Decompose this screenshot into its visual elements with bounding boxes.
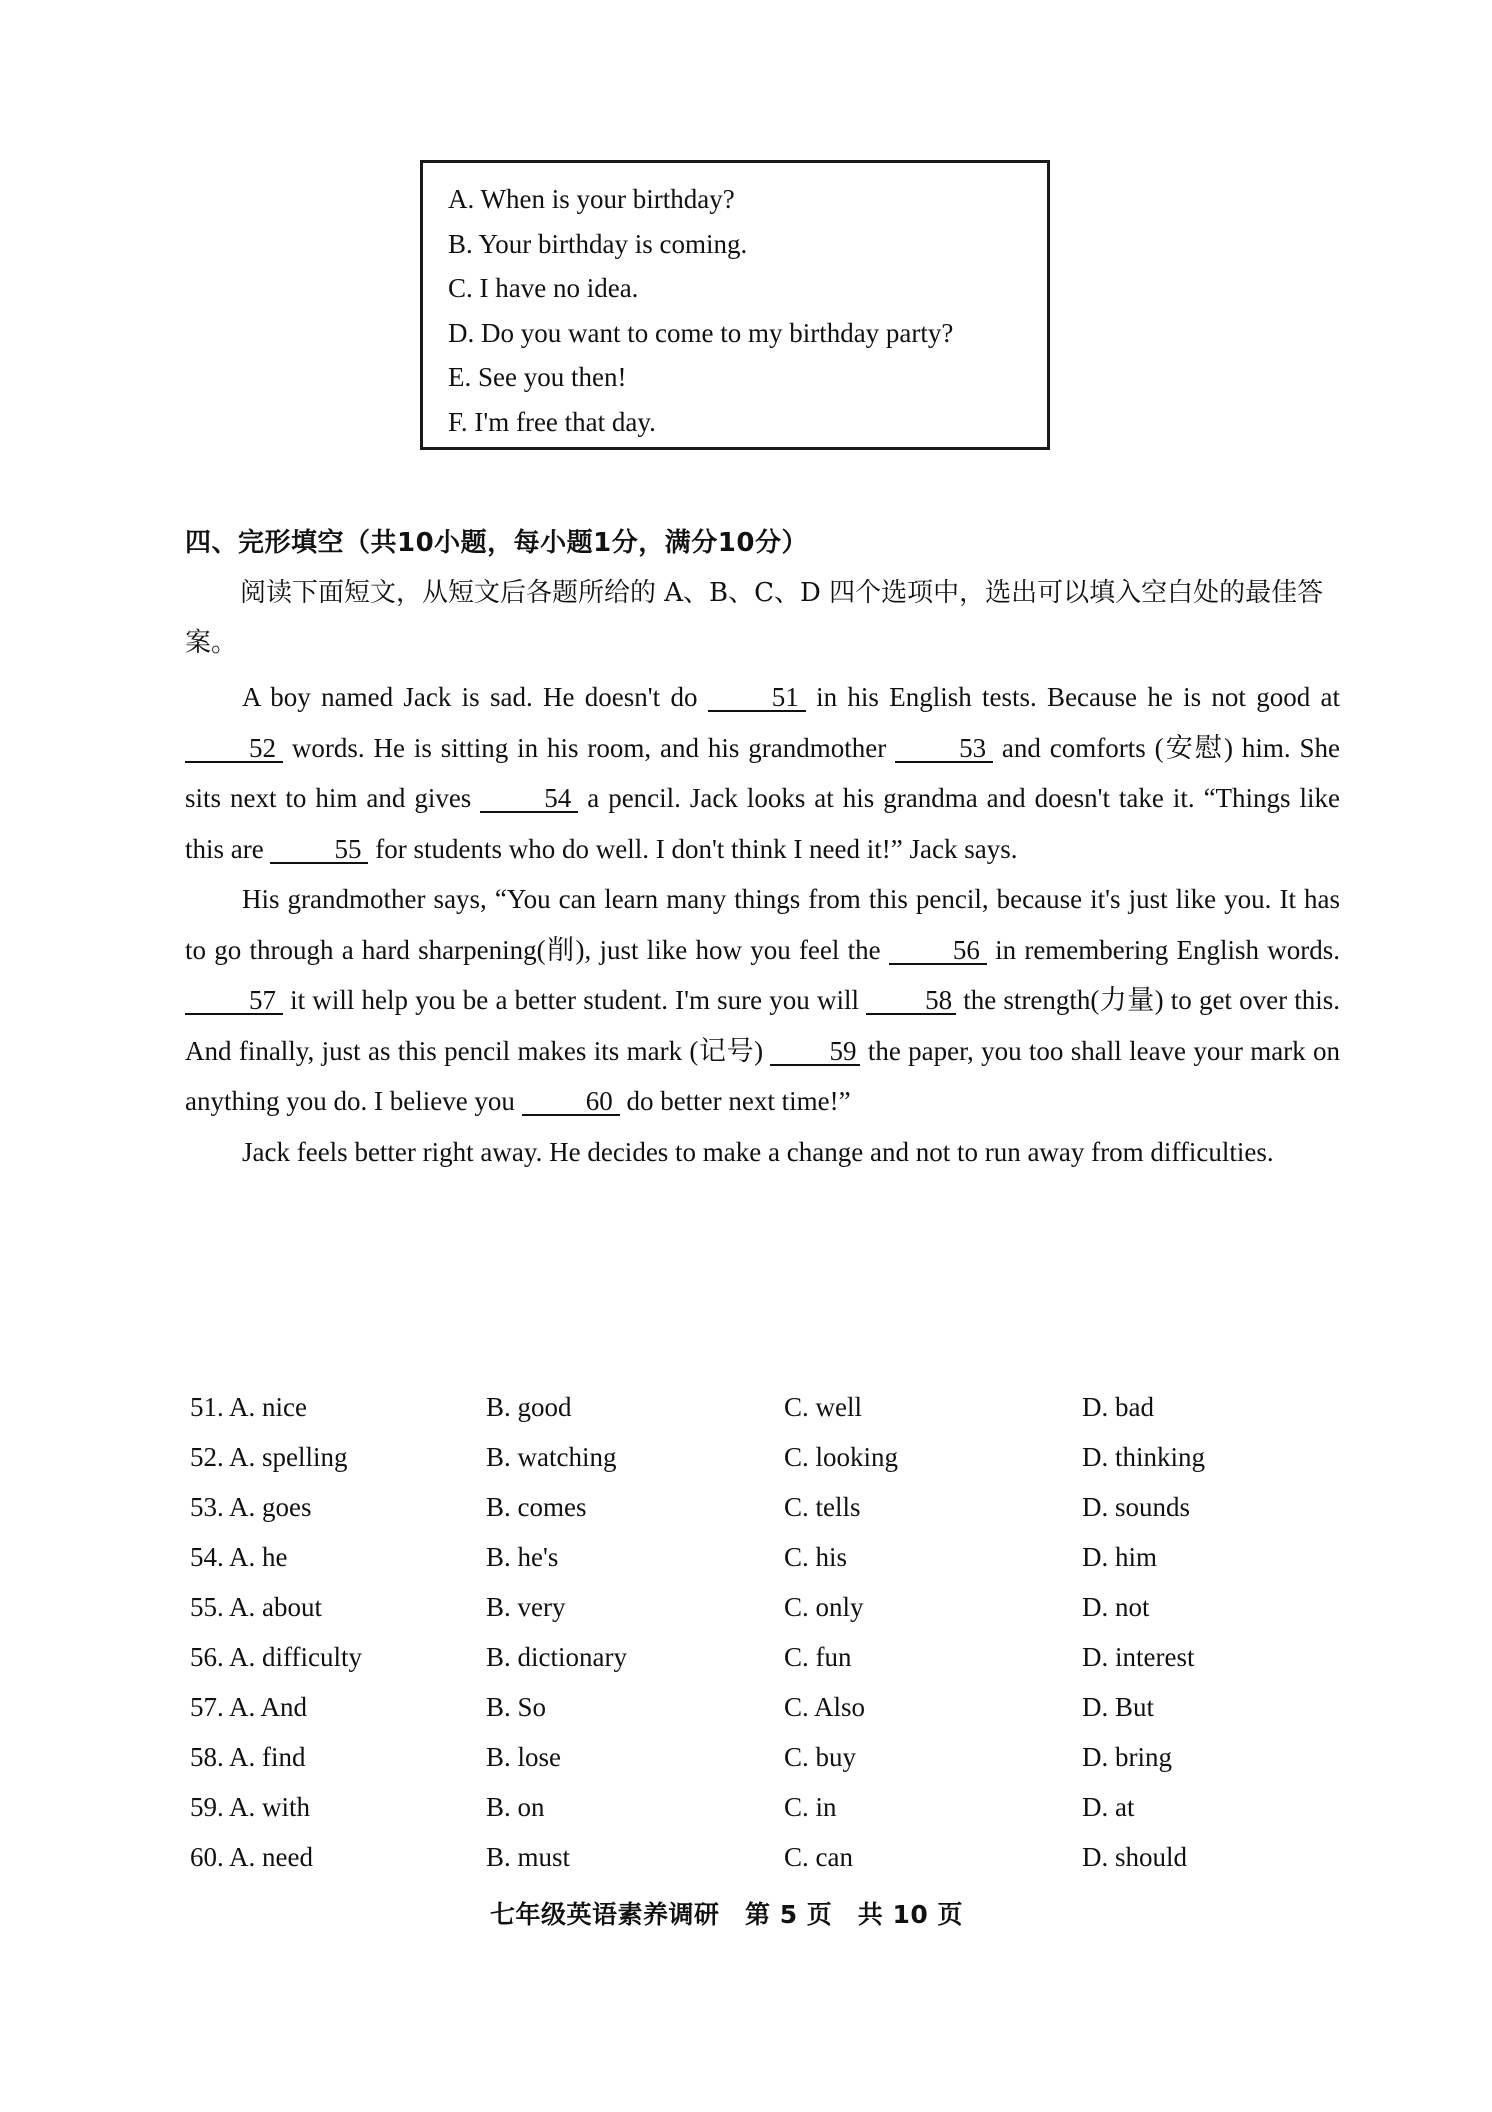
section-heading: 四、完形填空（共10小题，每小题1分，满分10分）: [185, 528, 808, 558]
blank-56: 56: [889, 937, 987, 965]
answer-row-57: [190, 1682, 1290, 1732]
choice-a: 51. A. nice: [190, 1391, 307, 1422]
choice-c: C. tells: [784, 1491, 861, 1522]
choice-c: C. only: [784, 1591, 864, 1622]
passage-paragraph-2: [185, 874, 1340, 1127]
passage-text: words. He is sitting in his room, and his grandmother: [283, 732, 896, 763]
passage-text: A boy named Jack is sad. He doesn't do: [242, 682, 708, 712]
blank-52: 52: [185, 735, 283, 763]
cloze-passage: [185, 672, 1340, 1177]
choice-b: B. he's: [486, 1541, 559, 1572]
option-f: F. I'm free that day.: [448, 406, 656, 437]
answer-row-58: [190, 1732, 1290, 1782]
blank-54: 54: [480, 785, 578, 813]
blank-60: 60: [522, 1088, 620, 1116]
passage-text: it will help you be a better student. I'm sure you will: [283, 985, 867, 1015]
choice-a: 59. A. with: [190, 1791, 311, 1822]
passage-text: the strength(力量) to get over this. And finally, just as this pencil makes its mark (记号): [185, 985, 1340, 1066]
blank-53: 53: [895, 735, 993, 763]
answer-options: [190, 1382, 1290, 1882]
passage-text: do better next time!”: [619, 1086, 851, 1116]
choice-b: B. comes: [486, 1491, 587, 1522]
dialogue-options-box: [420, 160, 1050, 450]
answer-row-60: [190, 1832, 1290, 1882]
choice-b: B. watching: [486, 1441, 617, 1472]
blank-59: 59: [770, 1038, 860, 1066]
choice-d: D. him: [1082, 1541, 1158, 1572]
option-c: C. I have no idea.: [448, 273, 639, 303]
answer-row-53: [190, 1482, 1290, 1532]
choice-d: D. But: [1082, 1691, 1155, 1722]
blank-57: 57: [185, 987, 283, 1015]
choice-a: 52. A. spelling: [190, 1441, 348, 1472]
answer-row-59: [190, 1782, 1290, 1832]
page-footer: 七年级英语素养调研 第 5 页 共 10 页: [490, 1900, 964, 1929]
choice-a: 55. A. about: [190, 1591, 322, 1622]
passage-text: His grandmother says, “You can learn many things from this pencil, because it's just like you. It has to go through a hard sharpening(削), just like how you feel the: [185, 884, 1340, 965]
choice-c: C. well: [784, 1391, 862, 1422]
choice-a: 56. A. difficulty: [190, 1641, 362, 1672]
choice-d: D. bad: [1082, 1391, 1154, 1422]
choice-a: 53. A. goes: [190, 1491, 312, 1522]
choice-b: B. So: [486, 1691, 547, 1722]
choice-d: D. sounds: [1082, 1491, 1191, 1522]
blank-58: 58: [866, 987, 956, 1015]
passage-text: a pencil. Jack looks at his grandma and doesn't take it. “Things like this are: [185, 783, 1341, 864]
choice-a: 60. A. need: [190, 1841, 313, 1872]
blank-51: 51: [708, 684, 806, 712]
option-a: A. When is your birthday?: [448, 184, 735, 214]
answer-row-54: [190, 1532, 1290, 1582]
blank-55: 55: [270, 836, 368, 864]
passage-text: in his English tests. Because he is not good at: [805, 682, 1341, 712]
passage-paragraph-1: [185, 672, 1340, 874]
choice-a: 58. A. find: [190, 1741, 306, 1772]
choice-d: D. interest: [1082, 1641, 1195, 1672]
choice-c: C. buy: [784, 1741, 857, 1772]
choice-c: C. Also: [784, 1691, 866, 1722]
passage-text: in remembering English words.: [986, 934, 1340, 965]
answer-row-51: [190, 1382, 1290, 1432]
answer-row-52: [190, 1432, 1290, 1482]
choice-c: C. in: [784, 1791, 837, 1822]
choice-b: B. good: [486, 1391, 572, 1422]
choice-b: B. dictionary: [486, 1641, 627, 1672]
answer-row-56: [190, 1632, 1290, 1682]
choice-b: B. lose: [486, 1741, 562, 1772]
passage-text: for students who do well. I don't think I need it!” Jack says.: [368, 833, 1018, 864]
choice-d: D. not: [1082, 1591, 1150, 1622]
option-b: B. Your birthday is coming.: [448, 228, 748, 259]
option-d: D. Do you want to come to my birthday party?: [448, 317, 954, 348]
choice-c: C. fun: [784, 1641, 852, 1672]
choice-a: 54. A. he: [190, 1541, 288, 1572]
choice-c: C. can: [784, 1841, 853, 1872]
answer-row-55: [190, 1582, 1290, 1632]
choice-b: B. must: [486, 1841, 571, 1872]
choice-b: B. on: [486, 1791, 545, 1822]
passage-paragraph-3: Jack feels better right away. He decides to make a change and not to run away from difficulties.: [242, 1136, 1274, 1167]
choice-d: D. thinking: [1082, 1441, 1206, 1472]
choice-a: 57. A. And: [190, 1691, 308, 1722]
option-e: E. See you then!: [448, 362, 627, 392]
choice-b: B. very: [486, 1591, 566, 1622]
passage-text: and comforts (安慰) him. She sits next to him and gives: [185, 732, 1340, 813]
section-instructions: 阅读下面短文，从短文后各题所给的 A、B、C、D 四个选项中，选出可以填入空白处的最佳答案。: [185, 578, 1324, 658]
passage-text: the paper, you too shall leave your mark on anything you do. I believe you: [185, 1035, 1341, 1116]
choice-c: C. his: [784, 1541, 848, 1572]
choice-c: C. looking: [784, 1441, 899, 1472]
choice-d: D. should: [1082, 1841, 1188, 1872]
choice-d: D. bring: [1082, 1741, 1172, 1772]
choice-d: D. at: [1082, 1791, 1135, 1822]
